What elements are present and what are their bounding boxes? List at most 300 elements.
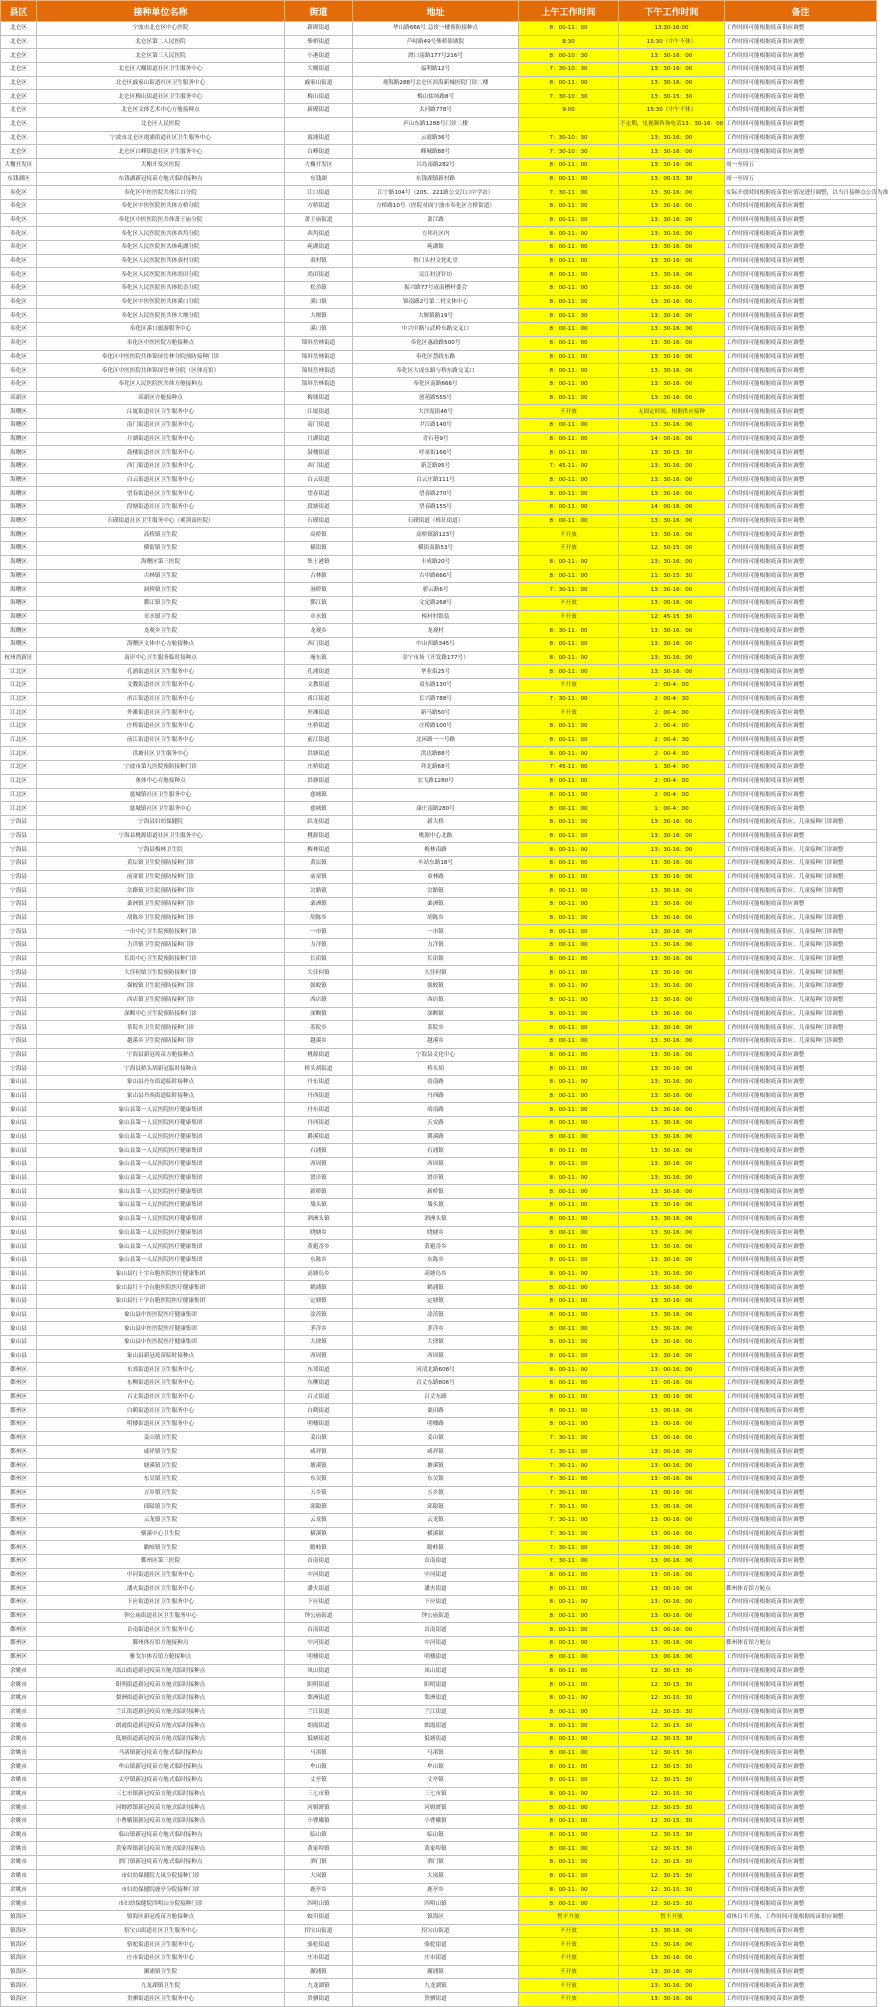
cell-site-name: 象山县第一人民医院医疗健康集团 — [37, 1144, 285, 1158]
table-row — [1, 815, 877, 829]
cell-notes: 工作时间可能根据疫苗供应调整 — [725, 1103, 877, 1117]
cell-notes: 工作时间可能根据疫苗供应调整 — [725, 1732, 877, 1746]
cell-notes: 工作时间可能根据疫苗供应调整 — [725, 1883, 877, 1897]
cell-street: 方桥街道 — [285, 199, 353, 213]
table-row — [1, 35, 877, 49]
cell-morning-hours: 7：30-11：00 — [519, 692, 619, 706]
cell-site-name: 云龙镇卫生院 — [37, 1513, 285, 1527]
cell-notes: 工作时间可能根据疫苗供应调整 — [725, 1856, 877, 1870]
cell-street: 梅山街道 — [285, 90, 353, 104]
cell-morning-hours: 7：30-11：00 — [519, 1541, 619, 1555]
cell-address: 丹西路 — [353, 1089, 519, 1103]
cell-street: 力洋镇 — [285, 939, 353, 953]
cell-district: 象山县 — [1, 1075, 37, 1089]
header-row — [1, 1, 877, 22]
cell-morning-hours: 8：00-11：00 — [519, 1240, 619, 1254]
cell-street: 凤山街道 — [285, 1664, 353, 1678]
cell-address: 黄家埠镇 — [353, 1842, 519, 1856]
cell-notes: 工作时间可能根据疫苗供应调整 — [725, 1664, 877, 1678]
table-row — [1, 1021, 877, 1035]
cell-notes: 工作时间可能根据疫苗供应调整 — [725, 145, 877, 159]
cell-address: 大徐镇 — [353, 1336, 519, 1350]
cell-notes: 工作时间可能根据疫苗供应、儿童接种门诊调整 — [725, 815, 877, 829]
cell-site-name: 宁海县妇幼保健院 — [37, 815, 285, 829]
cell-notes: 工作时间可能根据疫苗供应调整 — [725, 1075, 877, 1089]
cell-morning-hours: 8：00-11：00 — [519, 199, 619, 213]
cell-morning-hours: 8：00-11：00 — [519, 1103, 619, 1117]
cell-site-name: 外滩街道社区卫生服务中心 — [37, 706, 285, 720]
cell-site-name: 马渚镇新冠疫苗方舱式临时接种点 — [37, 1746, 285, 1760]
cell-notes: 工作时间可能根据疫苗供应调整 — [725, 1691, 877, 1705]
cell-morning-hours: 8：00-11：00 — [519, 1664, 619, 1678]
cell-morning-hours: 8：00-11：00 — [519, 788, 619, 802]
cell-notes: 工作时间可能根据疫苗供应调整 — [725, 1486, 877, 1500]
table-row — [1, 1555, 877, 1569]
cell-address: 中山西路345号 — [353, 637, 519, 651]
cell-district: 东钱湖区 — [1, 172, 37, 186]
cell-notes: 工作时间可能根据疫苗供应、儿童接种门诊调整 — [725, 1034, 877, 1048]
cell-morning-hours: 8：00-11：00 — [519, 1582, 619, 1596]
cell-morning-hours: 8：00-11：00 — [519, 514, 619, 528]
cell-district: 奉化区 — [1, 350, 37, 364]
cell-address: 天安路 — [353, 1117, 519, 1131]
cell-district: 镇海区 — [1, 1910, 37, 1924]
cell-afternoon-hours: 12：30-15：30 — [619, 1787, 725, 1801]
cell-afternoon-hours: 13：00-16：00 — [619, 1472, 725, 1486]
cell-afternoon-hours: 13：30-16：00 — [619, 76, 725, 90]
table-row — [1, 1431, 877, 1445]
cell-afternoon-hours: 13：00-16：00 — [619, 1418, 725, 1432]
cell-notes: 工作时间可能根据疫苗供应调整 — [725, 1144, 877, 1158]
cell-address: 晓塘乡 — [353, 1226, 519, 1240]
table-row — [1, 336, 877, 350]
table-row — [1, 1281, 877, 1295]
table-row — [1, 22, 877, 36]
cell-site-name: 象山县红十字台胞医院医疗健康集团 — [37, 1281, 285, 1295]
cell-address: 强蛟镇 — [353, 980, 519, 994]
cell-district: 奉化区 — [1, 377, 37, 391]
cell-notes: 工作时间可能根据疫苗供应调整 — [725, 569, 877, 583]
cell-morning-hours: 8：00-11：00 — [519, 1815, 619, 1829]
cell-morning-hours: 8：00-11：00 — [519, 1828, 619, 1842]
cell-notes: 工作时间可能根据疫苗供应调整 — [725, 1048, 877, 1062]
cell-site-name: 鄞州体育馆方舱接种点 — [37, 1637, 285, 1651]
cell-morning-hours: 8：00-11：00 — [519, 1787, 619, 1801]
cell-address: 新大桥 — [353, 815, 519, 829]
cell-afternoon-hours: 13：30-16：00 — [619, 856, 725, 870]
cell-notes: 工作时间可能根据疫苗供应、儿童接种门诊调整 — [725, 843, 877, 857]
table-row — [1, 364, 877, 378]
cell-notes: 工作时间可能根据疫苗供应调整 — [725, 555, 877, 569]
cell-address: 咸祥镇 — [353, 1445, 519, 1459]
cell-afternoon-hours: 13：30-16：00 — [619, 1199, 725, 1213]
cell-district: 北仑区 — [1, 35, 37, 49]
table-row — [1, 1322, 877, 1336]
table-row — [1, 1842, 877, 1856]
cell-district: 北仑区 — [1, 90, 37, 104]
table-row — [1, 76, 877, 90]
cell-address: 观海路288号北仑区滨海新城医院门诊二楼 — [353, 76, 519, 90]
cell-address: 茶院乡 — [353, 1021, 519, 1035]
cell-notes: 工作时间可能根据疫苗供应、儿童接种门诊调整 — [725, 884, 877, 898]
cell-street: 锦屏岳林街道 — [285, 364, 353, 378]
cell-address: 桑洲镇 — [353, 898, 519, 912]
cell-afternoon-hours: 13：30-16：00 — [619, 350, 725, 364]
cell-district: 余姚市 — [1, 1746, 37, 1760]
cell-notes: 工作时间可能根据疫苗供应调整 — [725, 1527, 877, 1541]
cell-morning-hours: 8：00-11：00 — [519, 843, 619, 857]
cell-notes: 工作时间可能根据疫苗供应调整 — [725, 241, 877, 255]
cell-street: 丈亭镇 — [285, 1774, 353, 1788]
cell-notes: 工作时间可能根据疫苗供应调整 — [725, 624, 877, 638]
cell-afternoon-hours: 13：30-16：00 — [619, 295, 725, 309]
cell-street: 集士港镇 — [285, 555, 353, 569]
cell-address: 金宁市场（开发路177号） — [353, 651, 519, 665]
cell-site-name: 钟公庙街道社区卫生服务中心 — [37, 1609, 285, 1623]
cell-afternoon-hours: 13：30-16：00 — [619, 1089, 725, 1103]
cell-notes: 工作时间可能根据疫苗供应调整 — [725, 63, 877, 77]
cell-address: 大佳何镇 — [353, 966, 519, 980]
cell-site-name: 宁海县桥头胡新冠临时接种点 — [37, 1062, 285, 1076]
cell-site-name: 象山县丹东街道临时接种点 — [37, 1075, 285, 1089]
table-row — [1, 993, 877, 1007]
cell-district: 镇海区 — [1, 1993, 37, 2007]
cell-afternoon-hours: 14：00-16：00 — [619, 432, 725, 446]
cell-street: 丹东街道 — [285, 1103, 353, 1117]
cell-afternoon-hours: 13：00-16：00 — [619, 1513, 725, 1527]
cell-address: 锦南路2号第二村文体中心 — [353, 295, 519, 309]
cell-address: 定塘镇 — [353, 1294, 519, 1308]
cell-site-name: 临山镇新冠疫苗方舱式临时接种点 — [37, 1828, 285, 1842]
cell-afternoon-hours: 12：30-15：30 — [619, 1897, 725, 1911]
cell-street: 溪口镇 — [285, 295, 353, 309]
cell-site-name: 象山县第一人民医院医疗健康集团 — [37, 1130, 285, 1144]
cell-morning-hours: 8：00-11：00 — [519, 1897, 619, 1911]
cell-street: 庄桥街道 — [285, 761, 353, 775]
cell-street: 马渚镇 — [285, 1746, 353, 1760]
cell-morning-hours: 8：00-11：00 — [519, 952, 619, 966]
cell-morning-hours: 8：00-11：00 — [519, 1294, 619, 1308]
table-row — [1, 1253, 877, 1267]
cell-district: 宁海县 — [1, 952, 37, 966]
cell-street: 锦屏岳林街道 — [285, 350, 353, 364]
cell-site-name: 南门街道社区卫生服务中心 — [37, 418, 285, 432]
cell-afternoon-hours: 不定期，见视频咨询电话13：30-16：00 — [619, 117, 725, 131]
cell-afternoon-hours: 13：30-16：00 — [619, 1034, 725, 1048]
cell-site-name: 招宝山街道社区卫生服务中心 — [37, 1924, 285, 1938]
cell-street: 西周镇 — [285, 1158, 353, 1172]
cell-street: 深甽镇 — [285, 1007, 353, 1021]
table-row — [1, 1910, 877, 1924]
cell-street: 潘火街道 — [285, 1582, 353, 1596]
cell-address: 望春路155号 — [353, 501, 519, 515]
cell-street: 大堰镇 — [285, 309, 353, 323]
cell-address: 尹江路140号 — [353, 418, 519, 432]
cell-address: 岔路镇 — [353, 884, 519, 898]
cell-address: 钟公庙街道 — [353, 1609, 519, 1623]
cell-address: 澥浦镇 — [353, 1965, 519, 1979]
cell-district: 象山县 — [1, 1253, 37, 1267]
cell-afternoon-hours: 2：00-4：00 — [619, 679, 725, 693]
cell-district: 宁海县 — [1, 980, 37, 994]
cell-afternoon-hours: 13：30-16：00 — [619, 1226, 725, 1240]
table-row — [1, 1418, 877, 1432]
cell-afternoon-hours: 12：50-15：00 — [619, 542, 725, 556]
cell-district: 奉化区 — [1, 364, 37, 378]
cell-address: 庄桥路100号 — [353, 720, 519, 734]
cell-address: 东吴镇 — [353, 1472, 519, 1486]
table-row — [1, 1144, 877, 1158]
cell-afternoon-hours: 13：30-15：30 — [619, 446, 725, 460]
cell-site-name: 文教街道社区卫生服务中心 — [37, 679, 285, 693]
cell-notes: 工作时间可能根据疫苗供应、儿童接种门诊调整 — [725, 1021, 877, 1035]
cell-morning-hours: 不开放 — [519, 1965, 619, 1979]
cell-site-name: 鼓楼街道社区卫生服务中心 — [37, 446, 285, 460]
cell-notes: 工作时间可能根据疫苗供应调整 — [725, 1705, 877, 1719]
cell-afternoon-hours: 13：30-16：00 — [619, 418, 725, 432]
cell-district: 海曙区 — [1, 596, 37, 610]
cell-morning-hours: 7：30-11：00 — [519, 1472, 619, 1486]
cell-morning-hours: 8：00-11：00 — [519, 1185, 619, 1199]
cell-morning-hours: 8：00-11：00 — [519, 1034, 619, 1048]
cell-site-name: 白云街道社区卫生服务中心 — [37, 473, 285, 487]
cell-district: 象山县 — [1, 1281, 37, 1295]
cell-afternoon-hours: 13：00-16：00 — [619, 1568, 725, 1582]
cell-address: 三七市镇 — [353, 1787, 519, 1801]
cell-district: 象山县 — [1, 1089, 37, 1103]
cell-street: 跃龙街道 — [285, 815, 353, 829]
cell-district: 余姚市 — [1, 1815, 37, 1829]
table-row — [1, 1158, 877, 1172]
cell-afternoon-hours: 13：30-16：00 — [619, 158, 725, 172]
cell-district: 象山县 — [1, 1308, 37, 1322]
cell-district: 象山县 — [1, 1158, 37, 1172]
cell-street: 白云街道 — [285, 473, 353, 487]
cell-street: 下应街道 — [285, 1596, 353, 1610]
cell-notes: 工作时间可能根据疫苗供应调整 — [725, 377, 877, 391]
cell-address: 云霞路36号 — [353, 131, 519, 145]
header-street: 街道 — [285, 1, 353, 22]
cell-district: 北仑区 — [1, 22, 37, 36]
cell-site-name: 古林镇卫生院 — [37, 569, 285, 583]
cell-site-name: 桑洲镇卫生院预防接种门诊 — [37, 898, 285, 912]
cell-district: 余姚市 — [1, 1678, 37, 1692]
cell-morning-hours: 8：00-11：00 — [519, 925, 619, 939]
cell-district: 鄞州区 — [1, 1609, 37, 1623]
cell-afternoon-hours: 13：30-16：00 — [619, 939, 725, 953]
cell-street: 鄞江镇 — [285, 596, 353, 610]
cell-notes: 工作时间可能根据疫苗供应调整 — [725, 460, 877, 474]
header-site-name: 接种单位名称 — [37, 1, 285, 22]
cell-district: 江北区 — [1, 665, 37, 679]
cell-site-name: 泗门镇新冠疫苗方舱式临时接种点 — [37, 1856, 285, 1870]
cell-address: 振兴路77号成南槽村委会 — [353, 282, 519, 296]
cell-notes: 工作时间可能根据疫苗供应调整 — [725, 350, 877, 364]
cell-site-name: 镇海区新冠疫苗方舱接种点 — [37, 1910, 285, 1924]
cell-afternoon-hours: 12：30-15：30 — [619, 1719, 725, 1733]
cell-site-name: 南岸中心卫生服务临时接种点 — [37, 651, 285, 665]
cell-morning-hours: 8：00-11：00 — [519, 911, 619, 925]
cell-address: 兰江街道 — [353, 1705, 519, 1719]
cell-street: 裘村镇 — [285, 254, 353, 268]
cell-district: 奉化区 — [1, 323, 37, 337]
cell-morning-hours: 不开放 — [519, 1924, 619, 1938]
cell-notes: 周一至周五 — [725, 172, 877, 186]
cell-afternoon-hours: 13：30-16：00 — [619, 1294, 725, 1308]
cell-street: 庵东镇 — [285, 651, 353, 665]
cell-afternoon-hours: 15:30（中午不休） — [619, 35, 725, 49]
cell-afternoon-hours: 12：30-15：30 — [619, 1664, 725, 1678]
table-row — [1, 418, 877, 432]
table-row — [1, 295, 877, 309]
cell-district: 镇海区 — [1, 1979, 37, 1993]
table-row — [1, 1801, 877, 1815]
cell-street: 大佳何镇 — [285, 966, 353, 980]
table-row — [1, 911, 877, 925]
cell-site-name: 象山县第一人民医院医疗健康集团 — [37, 1103, 285, 1117]
cell-address: 涂茨镇 — [353, 1308, 519, 1322]
cell-site-name: 慈城镇社区卫生服务中心 — [37, 788, 285, 802]
cell-site-name: 明楼街道社区卫生服务中心 — [37, 1418, 285, 1432]
cell-address: 胡陈乡 — [353, 911, 519, 925]
cell-notes: 工作时间可能根据疫苗供应调整 — [725, 1349, 877, 1363]
header-district: 县区 — [1, 1, 37, 22]
cell-afternoon-hours: 13：30-16：00 — [619, 1240, 725, 1254]
cell-morning-hours: 8：00-11：00 — [519, 637, 619, 651]
cell-afternoon-hours: 13：30-16：00 — [619, 583, 725, 597]
cell-afternoon-hours: 13：30-16：00 — [619, 1007, 725, 1021]
cell-address: 江宁路104号（205、221路公交江口中学站） — [353, 186, 519, 200]
cell-site-name: 北仑区人民医院 — [37, 117, 285, 131]
cell-site-name: 下应街道社区卫生服务中心 — [37, 1596, 285, 1610]
cell-afternoon-hours: 13：30-16：00 — [619, 391, 725, 405]
cell-street: 一市镇 — [285, 925, 353, 939]
cell-district: 鄞州区 — [1, 1596, 37, 1610]
cell-morning-hours: 8：00-11：00 — [519, 733, 619, 747]
cell-district: 北仑区 — [1, 104, 37, 118]
cell-afternoon-hours: 13：30-16：00 — [619, 514, 725, 528]
cell-afternoon-hours: 13：30-16：00 — [619, 952, 725, 966]
cell-site-name: 黄家埠镇新冠疫苗方舱式临时接种点 — [37, 1842, 285, 1856]
cell-site-name: 雅戈尔体育馆方舱接种点 — [37, 1650, 285, 1664]
cell-address: 百丈东路806号 — [353, 1377, 519, 1391]
cell-street: 四明山镇 — [285, 1897, 353, 1911]
table-row — [1, 1240, 877, 1254]
table-row — [1, 1363, 877, 1377]
cell-district: 象山县 — [1, 1103, 37, 1117]
cell-notes: 工作时间可能根据疫苗供应调整 — [725, 1240, 877, 1254]
cell-afternoon-hours: 13：00-16：00 — [619, 1445, 725, 1459]
cell-notes: 工作时间可能根据疫苗供应调整 — [725, 1993, 877, 2007]
cell-notes: 工作时间可能根据疫苗供应调整 — [725, 418, 877, 432]
cell-district: 北仑区 — [1, 131, 37, 145]
cell-address: 萧江路 — [353, 213, 519, 227]
cell-morning-hours: 8：00-11：00 — [519, 323, 619, 337]
cell-notes: 工作时间可能根据疫苗供应调整 — [725, 583, 877, 597]
cell-address: 鹤浦镇 — [353, 1281, 519, 1295]
cell-site-name: 象山县第一人民医院医疗健康集团 — [37, 1185, 285, 1199]
cell-street: 锦屏岳林街道 — [285, 336, 353, 350]
table-row — [1, 1308, 877, 1322]
cell-notes: 工作时间可能根据疫苗供应调整 — [725, 720, 877, 734]
cell-morning-hours: 8：00-11：00 — [519, 254, 619, 268]
header-afternoon-hours: 下午工作时间 — [619, 1, 725, 22]
cell-notes: 工作时间可能根据疫苗供应、儿童接种门诊调整 — [725, 939, 877, 953]
cell-site-name: 奉化区人民医院医共体松岙分院 — [37, 282, 285, 296]
cell-site-name: 市妇幼保健院四明山分院接种门诊 — [37, 1897, 285, 1911]
cell-street: 柴桥街道 — [285, 35, 353, 49]
cell-notes: 工作时间可能根据疫苗供应调整 — [725, 1431, 877, 1445]
cell-afternoon-hours: 13：30-16：00 — [619, 651, 725, 665]
cell-address: 奉化区南路666号 — [353, 377, 519, 391]
table-row — [1, 90, 877, 104]
cell-street: 洞桥镇 — [285, 583, 353, 597]
cell-district: 镇海区 — [1, 1938, 37, 1952]
cell-notes: 工作时间可能根据疫苗供应调整 — [725, 1774, 877, 1788]
cell-district: 余姚市 — [1, 1787, 37, 1801]
cell-street: 石碶街道 — [285, 514, 353, 528]
cell-district: 海曙区 — [1, 501, 37, 515]
cell-district: 鄞州区 — [1, 1513, 37, 1527]
cell-notes: 工作时间可能根据疫苗供应调整 — [725, 1472, 877, 1486]
cell-afternoon-hours: 13：30-16：00 — [619, 1308, 725, 1322]
cell-morning-hours: 8：00-11：00 — [519, 1349, 619, 1363]
cell-street: 黄坛镇 — [285, 856, 353, 870]
cell-afternoon-hours: 13：30-16：00 — [619, 1021, 725, 1035]
cell-afternoon-hours: 12：30-15：30 — [619, 1774, 725, 1788]
cell-afternoon-hours: 13：30-16：00 — [619, 63, 725, 77]
cell-site-name: 石碶街道社区卫生服务中心（奚剑南医院） — [37, 514, 285, 528]
cell-afternoon-hours: 13：30-16：00 — [619, 336, 725, 350]
cell-notes: 工作时间可能根据疫苗供应调整 — [725, 1390, 877, 1404]
cell-address: 朗霞街道 — [353, 1719, 519, 1733]
table-row — [1, 966, 877, 980]
table-row — [1, 569, 877, 583]
cell-morning-hours: 7：30-11：00 — [519, 1486, 619, 1500]
cell-site-name: 宁波市第九医院预防接种门诊 — [37, 761, 285, 775]
cell-district: 余姚市 — [1, 1897, 37, 1911]
table-row — [1, 1130, 877, 1144]
cell-site-name: 贵驷街道社区卫生服务中心 — [37, 1993, 285, 2007]
cell-afternoon-hours: 12：30-15：30 — [619, 1760, 725, 1774]
cell-afternoon-hours: 13：00-16：00 — [619, 1527, 725, 1541]
cell-morning-hours: 8：00-11：00 — [519, 1144, 619, 1158]
cell-notes: 工作时间可能根据疫苗供应调整 — [725, 1130, 877, 1144]
cell-morning-hours: 8：00-11：00 — [519, 158, 619, 172]
cell-afternoon-hours: 13：30-16：00 — [619, 1075, 725, 1089]
cell-street: 小曹娥镇 — [285, 1815, 353, 1829]
cell-morning-hours: 8：00-11：00 — [519, 227, 619, 241]
cell-district: 宁海县 — [1, 993, 37, 1007]
cell-site-name: 庄市街道社区卫生服务中心 — [37, 1951, 285, 1965]
table-row — [1, 145, 877, 159]
cell-notes: 工作时间可能根据疫苗供应调整 — [725, 199, 877, 213]
cell-site-name: 市妇幼保健院鹿亭分院接种门诊 — [37, 1883, 285, 1897]
cell-street: 明楼街道 — [285, 1650, 353, 1664]
cell-afternoon-hours: 2：00-4：00 — [619, 788, 725, 802]
cell-afternoon-hours: 13：30-16：00 — [619, 49, 725, 63]
cell-address: 东陈乡 — [353, 1253, 519, 1267]
table-row — [1, 104, 877, 118]
cell-street: 古林镇 — [285, 569, 353, 583]
cell-district: 海曙区 — [1, 514, 37, 528]
cell-address: 新马路50号 — [353, 706, 519, 720]
cell-street: 咸祥镇 — [285, 1445, 353, 1459]
cell-afternoon-hours: 13：30-16：00 — [619, 460, 725, 474]
cell-notes: 工作时间可能根据疫苗供应调整 — [725, 1089, 877, 1103]
cell-site-name: 低塘街道新冠疫苗方舱式临时接种点 — [37, 1732, 285, 1746]
cell-notes: 工作时间可能根据疫苗供应调整 — [725, 1979, 877, 1993]
